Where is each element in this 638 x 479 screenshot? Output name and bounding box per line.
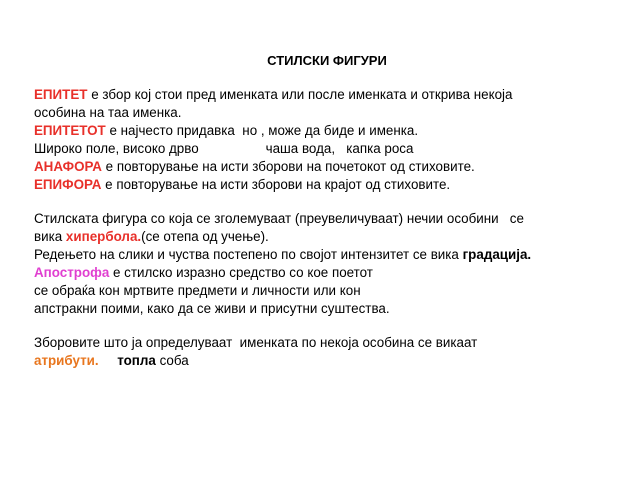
line-text: е најчесто придавка но , може да биде и именка. [105,123,419,138]
gradation-line [34,246,531,264]
term-gradation: градација. [462,247,532,262]
line-text: Редењето на слики и чуства постепено по својот интензитет се вика [34,247,463,262]
line-text: особина на таа именка. [34,105,182,120]
line-text: се обраќа кон мртвите предмети и личности или кон [34,283,361,298]
line-text: Стилската фигура со која се зголемуваат (преувеличуваат) нечии особини се [34,211,524,226]
term-anaphora: АНАФОРА [34,159,102,174]
attribute-definition-line [34,334,477,352]
epithet-examples-line [34,140,413,158]
anaphora-line [34,158,475,176]
line-text: апстракни поими, како да се живи и присутни суштества. [34,301,390,316]
hyperbole-line [34,228,269,246]
epiphora-line [34,176,450,194]
attribute-line [34,352,189,370]
apostrophe-line-3 [34,300,390,318]
term-epiphora: ЕПИФОРА [34,177,102,192]
line-text: (се отепа од учење). [141,229,269,244]
line-text: е збор кој стои пред именката или после именката и открива некоја [87,87,513,102]
epithet-note-line [34,122,418,140]
line-prefix: вика [34,229,66,244]
line-text: Широко поле, високо дрво чаша вода, капка роса [34,141,414,156]
hyperbole-definition-line [34,210,524,228]
line-text: е повторување на исти зборови на почетокот од стиховите. [101,159,475,174]
term-epithet-2: ЕПИТЕТОТ [34,123,106,138]
line-text: Зборовите што ја определуваат именката по некоја особина се викаат [34,335,478,350]
apostrophe-line [34,264,373,282]
line-text: соба [155,353,189,368]
apostrophe-line-2 [34,282,361,300]
term-attributes: атрибути. [34,353,99,368]
example-bold-word: топла [98,353,156,368]
term-apostrophe: Апострофа [34,265,110,280]
line-text: е стилско изразно средство со кое поетот [109,265,373,280]
term-hyperbole: хипербола. [65,229,142,244]
line-text: е повторување на исти зборови на крајот од стиховите. [101,177,451,192]
page-title: СТИЛСКИ ФИГУРИ [267,53,387,68]
epithet-definition-line [34,86,512,104]
epithet-definition-line-2 [34,104,181,122]
term-epithet: ЕПИТЕТ [34,87,88,102]
